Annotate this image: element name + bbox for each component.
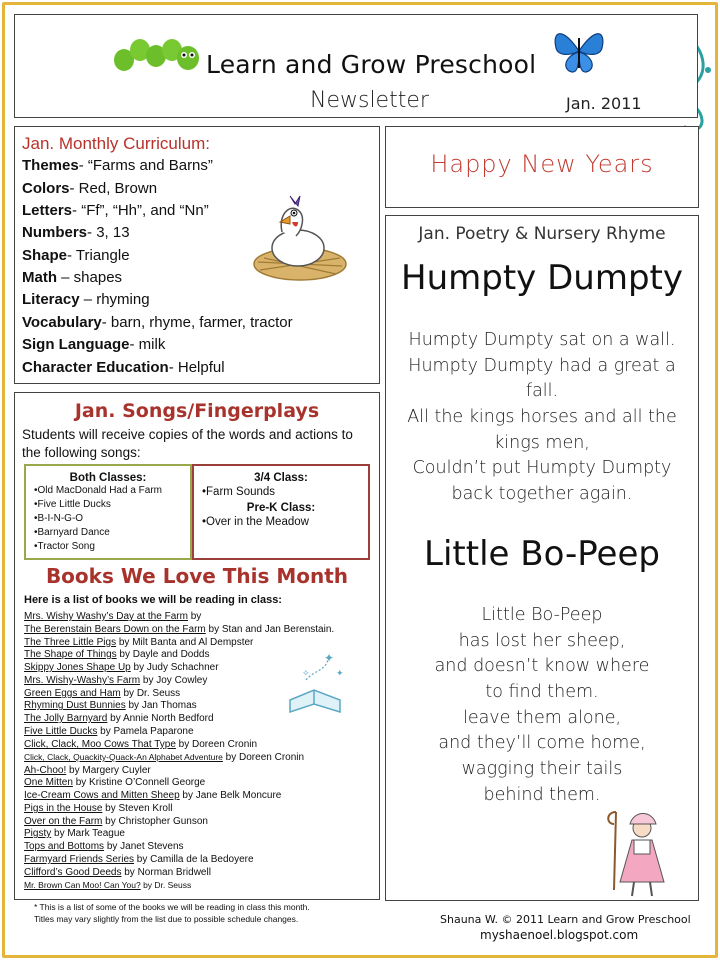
poem-line: Couldn’t put Humpty Dumpty xyxy=(412,458,672,478)
poem-line: and doesn’t know where xyxy=(434,656,650,676)
songs-title: Jan. Songs/Fingerplays xyxy=(74,400,320,422)
copyright-credit: Shauna W. © 2011 Learn and Grow Preschool xyxy=(440,913,691,926)
svg-text:✧: ✧ xyxy=(302,669,310,679)
bo-peep-shepherdess-icon xyxy=(606,810,676,900)
both-classes-heading: Both Classes: xyxy=(69,472,147,484)
book-item: Over on the Farm by Christopher Gunson xyxy=(24,816,208,827)
song-item: •Five Little Ducks xyxy=(34,499,111,510)
greeting-text: Happy New Years xyxy=(430,150,654,178)
curriculum-line: Literacy – rhyming xyxy=(22,291,150,308)
poetry-title: Jan. Poetry & Nursery Rhyme xyxy=(418,224,666,244)
poem-line: to find them. xyxy=(485,682,599,702)
butterfly-icon xyxy=(552,26,606,76)
books-footnote: * This is a list of some of the books we will be reading in class this month. xyxy=(34,902,310,912)
hen-in-nest-icon xyxy=(250,186,350,286)
poem-line: and they’ll come home, xyxy=(438,733,646,753)
song-item: •Barnyard Dance xyxy=(34,527,110,538)
book-item: The Jolly Barnyard by Annie North Bedford xyxy=(24,713,214,724)
svg-text:✦: ✦ xyxy=(336,669,344,679)
song-item: •Farm Sounds xyxy=(202,486,276,498)
curriculum-line: Themes- “Farms and Barns” xyxy=(22,157,213,174)
newsletter-subtitle: Newsletter xyxy=(310,88,429,113)
both-classes-cell xyxy=(24,464,192,560)
poem-line: All the kings horses and all the xyxy=(407,407,677,427)
books-footnote: Titles may vary slightly from the list due to possible schedule changes. xyxy=(34,914,299,924)
three-four-class-heading: 3/4 Class: xyxy=(254,472,308,484)
curriculum-line: Colors- Red, Brown xyxy=(22,180,158,197)
books-title: Books We Love This Month xyxy=(45,564,349,588)
open-book-with-stars-icon xyxy=(284,650,354,720)
song-class-table xyxy=(24,464,370,560)
book-item: Click, Clack, Quackity-Quack-An Alphabet Adventure by Doreen Cronin xyxy=(24,752,305,763)
svg-text:✦: ✦ xyxy=(324,651,335,665)
book-item: Tops and Bottoms by Janet Stevens xyxy=(24,841,184,852)
newsletter-title: Learn and Grow Preschool xyxy=(206,50,537,79)
poem-line: behind them. xyxy=(483,785,601,805)
blog-url: myshaenoel.blogspot.com xyxy=(480,928,639,942)
book-item: Rhyming Dust Bunnies by Jan Thomas xyxy=(24,700,197,711)
curriculum-line: Character Education- Helpful xyxy=(22,359,225,376)
poem-line: fall. xyxy=(525,381,559,401)
book-item: Pigsty by Mark Teague xyxy=(24,828,125,839)
book-item: Clifford’s Good Deeds by Norman Bridwell xyxy=(24,867,211,878)
issue-date: Jan. 2011 xyxy=(566,94,642,113)
song-item: •Old MacDonald Had a Farm xyxy=(34,485,162,496)
poem-line: back together again. xyxy=(451,484,633,504)
curriculum-line: Vocabulary- barn, rhyme, farmer, tractor xyxy=(22,314,293,331)
poem-line: has lost her sheep, xyxy=(458,631,626,651)
poem-line: Humpty Dumpty had a great a xyxy=(408,356,676,376)
book-item: Ice-Cream Cows and Mitten Sheep by Jane Belk Moncure xyxy=(24,790,282,801)
book-item: Mrs. Wishy-Washy’s Farm by Joy Cowley xyxy=(24,675,208,686)
book-item: Pigs in the House by Steven Kroll xyxy=(24,803,173,814)
poem-line: wagging their tails xyxy=(461,759,623,779)
curriculum-line: Shape- Triangle xyxy=(22,247,130,264)
book-item: Mr. Brown Can Moo! Can You? by Dr. Seuss xyxy=(24,880,192,890)
class-specific-cell xyxy=(192,464,370,560)
curriculum-line: Letters- “Ff”, “Hh”, and “Nn” xyxy=(22,202,209,219)
book-item: Click, Clack, Moo Cows That Type by Doreen Cronin xyxy=(24,739,258,750)
song-item: •Over in the Meadow xyxy=(202,516,309,528)
book-item: Skippy Jones Shape Up by Judy Schachner xyxy=(24,662,219,673)
book-item: Five Little Ducks by Pamela Paparone xyxy=(24,726,194,737)
book-item: Farmyard Friends Series by Camilla de la Bedoyere xyxy=(24,854,254,865)
book-item: Green Eggs and Ham by Dr. Seuss xyxy=(24,688,181,699)
poem-line: leave them alone, xyxy=(462,708,622,728)
poem-line: Humpty Dumpty sat on a wall. xyxy=(408,330,676,350)
poem-line: Little Bo-Peep xyxy=(481,605,603,625)
curriculum-line: Math – shapes xyxy=(22,269,123,286)
curriculum-line: Numbers- 3, 13 xyxy=(22,224,130,241)
curriculum-line: Sign Language- milk xyxy=(22,336,166,353)
book-item: The Berenstain Bears Down on the Farm by Stan and Jan Berenstain. xyxy=(24,624,335,635)
curriculum-title: Jan. Monthly Curriculum: xyxy=(22,134,211,153)
books-intro: Here is a list of books we will be reading in class: xyxy=(24,594,282,606)
book-item: The Shape of Things by Dayle and Dodds xyxy=(24,649,210,660)
caterpillar-icon xyxy=(110,30,200,74)
book-item: The Three Little Pigs by Milt Banta and Al Dempster xyxy=(24,637,254,648)
poem-title-little-bo-peep: Little Bo-Peep xyxy=(424,534,660,574)
book-item: Mrs. Wishy Washy’s Day at the Farm by xyxy=(24,611,202,622)
songs-intro: Students will receive copies of the words and actions to the following songs: xyxy=(22,427,353,460)
poem-title-humpty-dumpty: Humpty Dumpty xyxy=(401,258,683,298)
poem-line: kings men, xyxy=(494,433,590,453)
book-item: Ah-Choo! by Margery Cuyler xyxy=(24,765,151,776)
song-item: •Tractor Song xyxy=(34,541,95,552)
book-item: One Mitten by Kristine O’Connell George xyxy=(24,777,206,788)
song-item: •B-I-N-G-O xyxy=(34,513,84,524)
prek-class-heading: Pre-K Class: xyxy=(246,502,316,514)
